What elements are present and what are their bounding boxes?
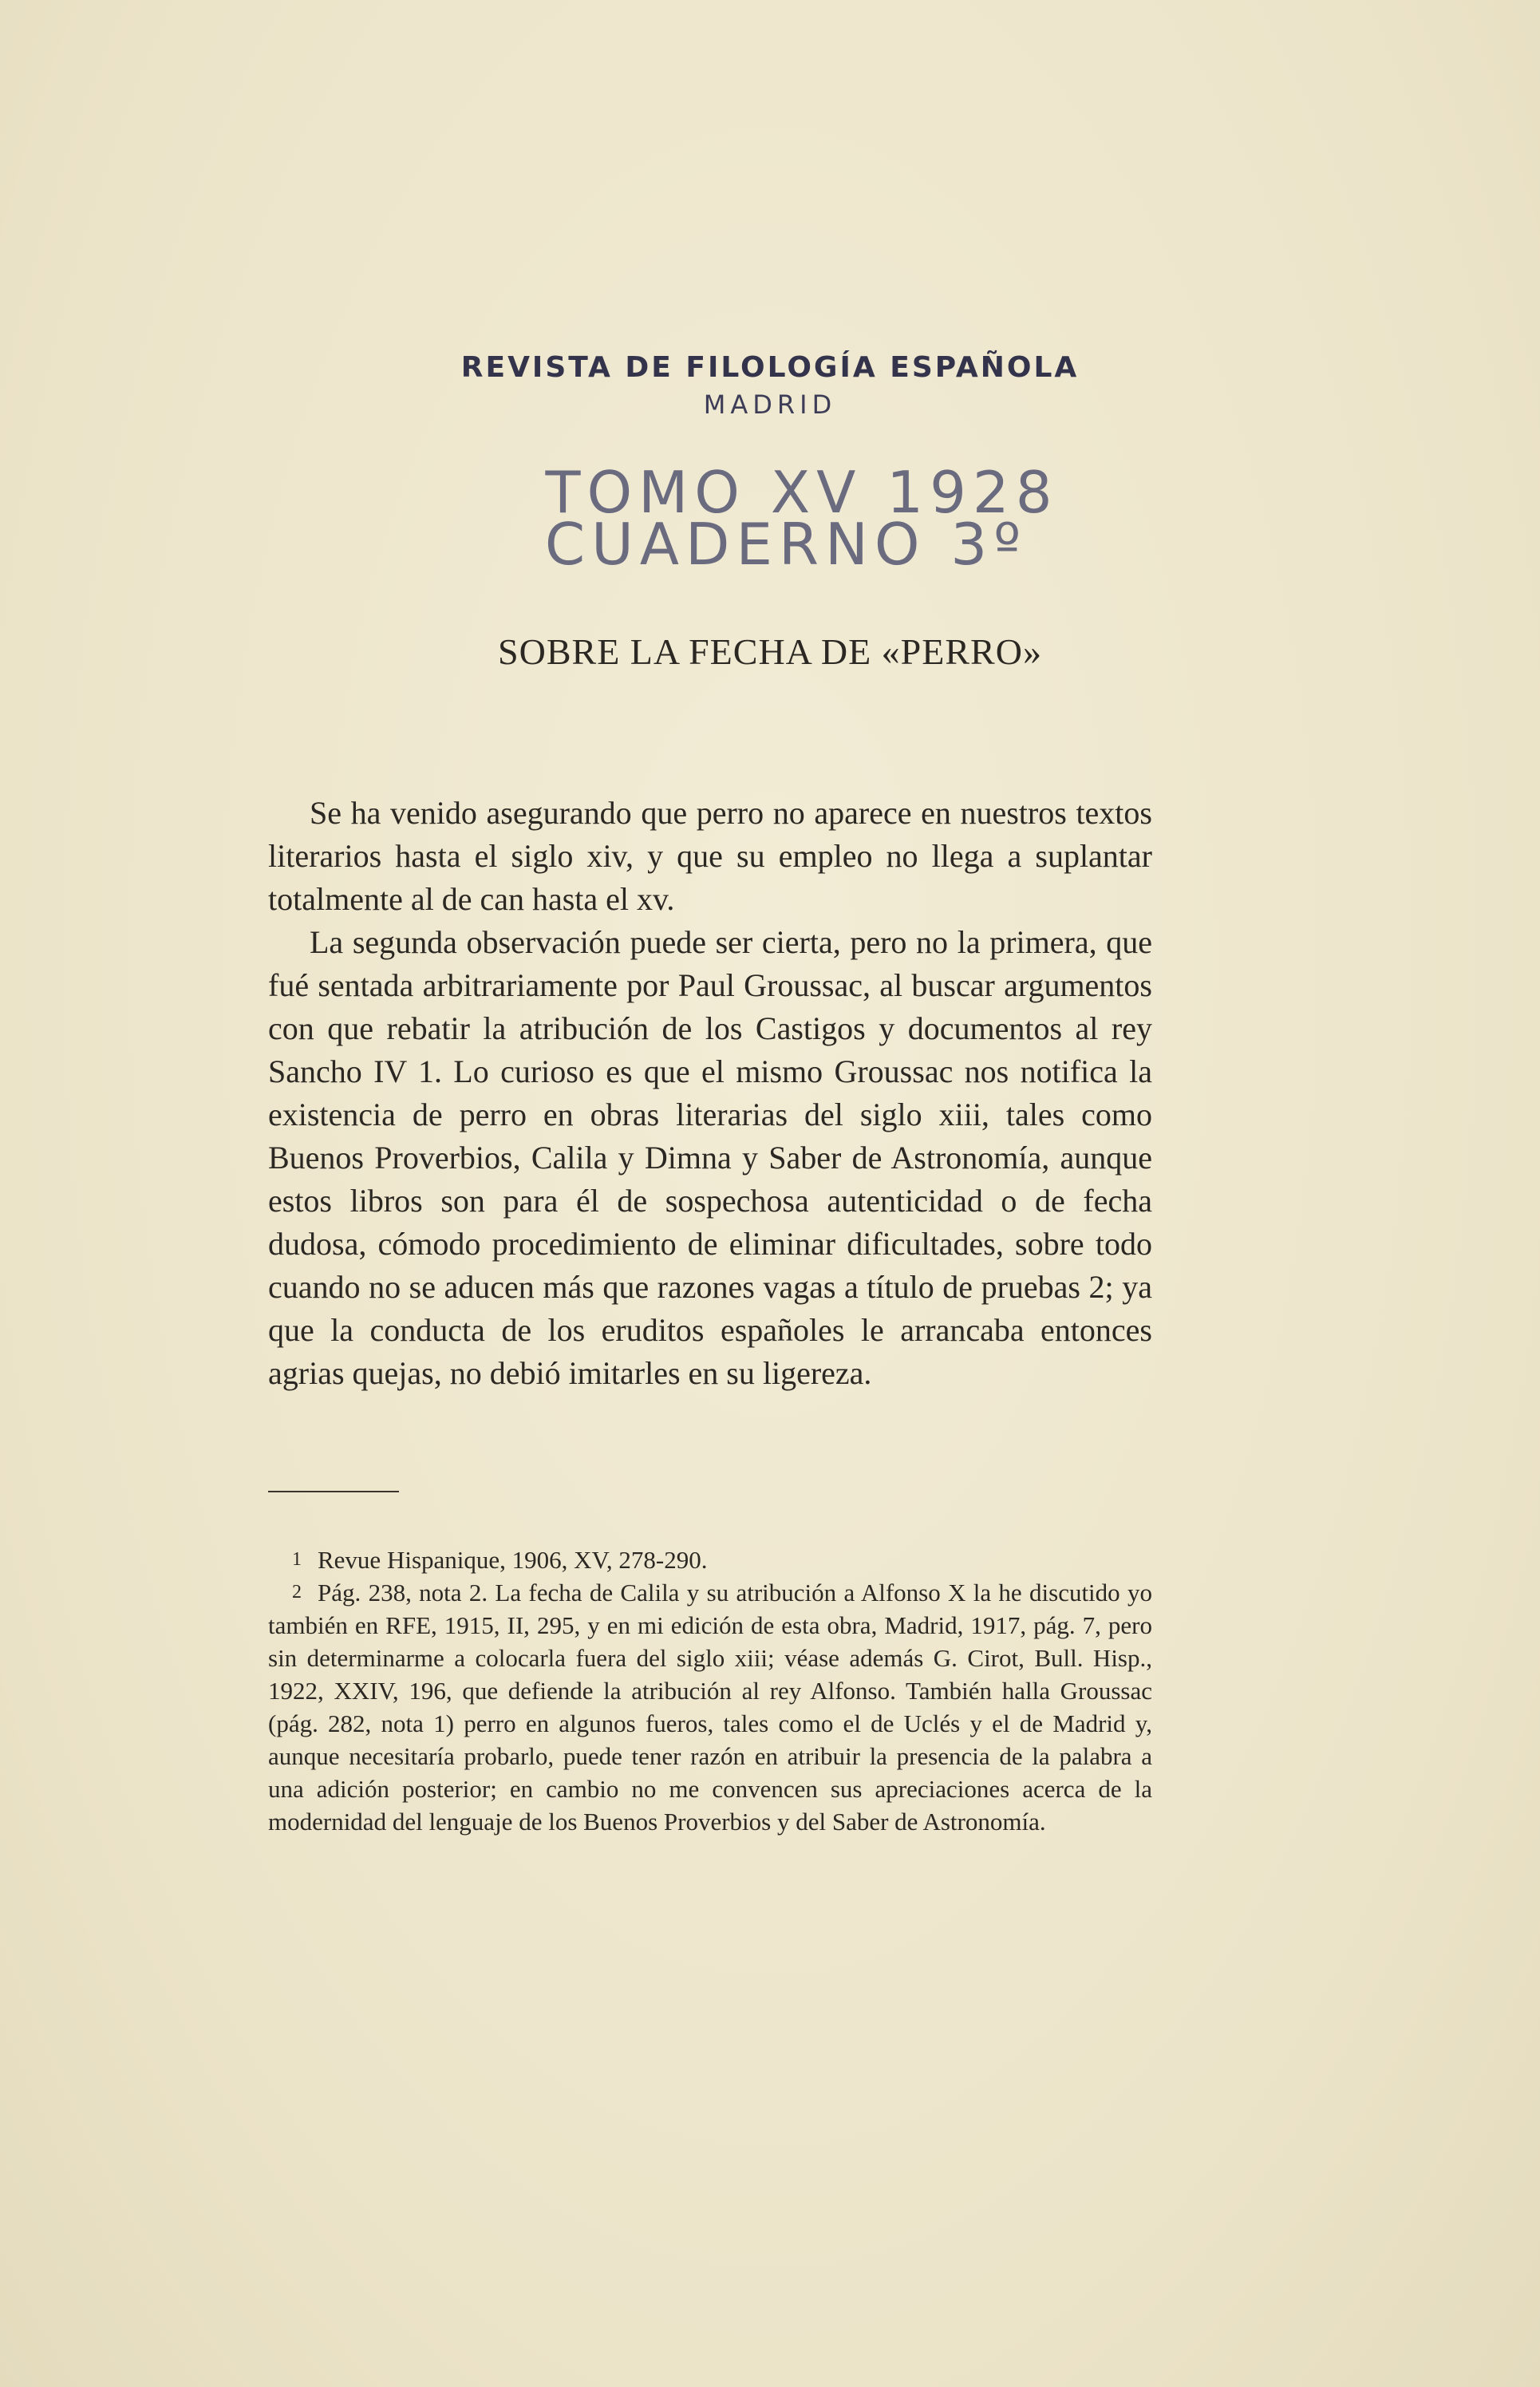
volume-stamp: TOMO XV 1928 (545, 459, 1059, 526)
journal-stamp: REVISTA DE FILOLOGÍA ESPAÑOLA (460, 351, 1080, 384)
footnote-text: Revue Hispanique, 1906, XV, 278-290. (318, 1546, 708, 1574)
footnote-number: 1 (292, 1549, 302, 1570)
footnote-divider (268, 1491, 399, 1492)
article-body (268, 792, 1152, 1395)
paragraph-1: Se ha venido asegurando que perro no aparece en nuestros textos literarios hasta el siglo xiv, y que su empleo no llega a suplantar totalmente al de can hasta el xv. (268, 795, 1152, 917)
paragraph-2: La segunda observación puede ser cierta, pero no la primera, que fué sentada arbitrariamente por Paul Groussac, al buscar argumentos con que rebatir la atribución de los Castigos y documentos al rey Sancho IV 1. Lo curioso es que el mismo Groussac nos notifica la existencia de perro en obras literarias del siglo xiii, tales como Buenos Proverbios, Calila y Dimna y Saber de Astronomía, aunque estos libros son para él de sospechosa autenticidad o de fecha dudosa, cómodo procedimiento de eliminar dificultades, sobre todo cuando no se aducen más que razones vagas a título de pruebas 2; ya que la conducta de los eruditos españoles le arrancaba entonces agrias quejas, no debió imitarles en su ligereza. (268, 924, 1152, 1391)
article-title: SOBRE LA FECHA DE «PERRO» (498, 631, 1042, 672)
footnote-2 (268, 1576, 1152, 1838)
footnote-text: Pág. 238, nota 2. La fecha de Calila y su atribución a Alfonso X la he discutido yo también en RFE, 1915, II, 295, y en mi edición de esta obra, Madrid, 1917, pág. 7, pero sin determinarme a colocarla fuera del siglo xiii; véase además G. Cirot, Bull. Hisp., 1922, XXIV, 196, que defiende la atribución al rey Alfonso. También halla Groussac (pág. 282, nota 1) perro en algunos fueros, tales como el de Uclés y el de Madrid y, aunque necesitaría probarlo, puede tener razón en atribuir la presencia de la palabra a una adición posterior; en cambio no me convencen sus apreciaciones acerca de la modernidad del lenguaje de los Buenos Proverbios y del Saber de Astronomía. (268, 1579, 1152, 1836)
issue-stamp: CUADERNO 3º (544, 511, 1028, 578)
footnotes (268, 1543, 1152, 1838)
footnote-1 (268, 1543, 1152, 1576)
city-stamp: MADRID (703, 389, 837, 420)
footnote-number: 2 (292, 1582, 302, 1603)
